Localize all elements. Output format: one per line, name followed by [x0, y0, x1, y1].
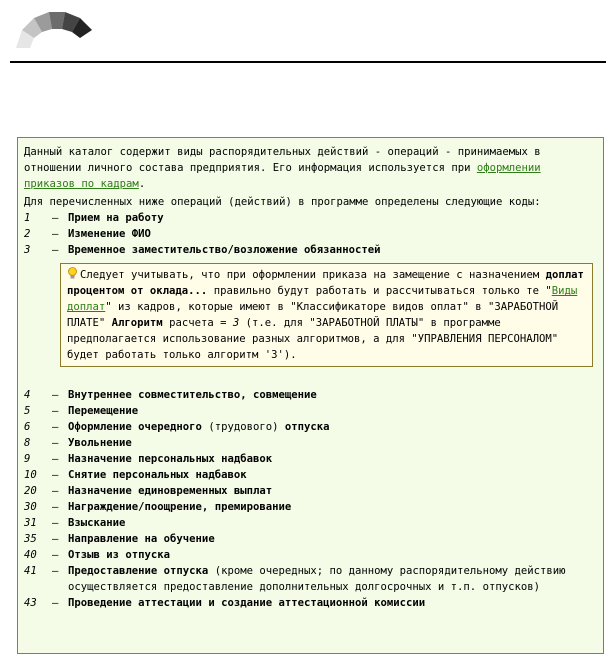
note-box: Следует учитывать, что при оформлении приказа на замещение с назначением доплат процентом от оклада... правильно будут работать и рассчитываться только те "Виды доплат" из кадров, которые имеют в "Классификаторе видов оплат" в "ЗАРАБОТНОЙ ПЛАТЕ" Алгоритм расчета = 3 (т.е. для "ЗАРАБОТНОЙ ПЛАТЫ" в программе предполагается использование разных алгоритмов, а для "УПРАВЛЕНИЯ ПЕРСОНАЛОМ" будет работать только алгоритм '3').: [60, 263, 593, 367]
list-item: 35 – Направление на обучение: [24, 533, 215, 545]
list-item: 10 – Снятие персональных надбавок: [24, 469, 247, 481]
list-item: 3 – Временное заместительство/возложение обязанностей: [24, 244, 381, 256]
orders-link[interactable]: оформлении приказов по кадрам: [24, 162, 541, 190]
codes-intro: Для перечисленных ниже операций (действий) в программе определены следующие коды:: [24, 196, 541, 208]
list-item: 9 – Назначение персональных надбавок: [24, 453, 273, 465]
list-item: 30 – Награждение/поощрение, премирование: [24, 501, 292, 513]
lightbulb-icon: [67, 267, 78, 280]
list-item: 41 – Предоставление отпуска (кроме очередных; по данному распорядительному действию осуществляется предоставление дополнительных долгосрочных и т.п. отпусков): [24, 565, 566, 593]
list-item: 31 – Взыскание: [24, 517, 126, 529]
header-divider: [10, 61, 606, 63]
list-item: 4 – Внутреннее совместительство, совмещение: [24, 389, 317, 401]
intro-paragraph: Данный каталог содержит виды распорядительных действий - операций - принимаемых в отношении личного состава предприятия. Его информация используется при оформлении приказов по кадрам.: [24, 146, 541, 190]
list-item: 8 – Увольнение: [24, 437, 132, 449]
list-item: 6 – Оформление очередного (трудового) отпуска: [24, 421, 330, 433]
list-item: 5 – Перемещение: [24, 405, 139, 417]
list-item: 43 – Проведение аттестации и создание аттестационной комиссии: [24, 597, 426, 609]
codes-list-top: [24, 210, 597, 258]
content-panel: [17, 137, 604, 654]
list-item: 1 – Прием на работу: [24, 212, 164, 224]
bonus-types-link[interactable]: Виды доплат: [67, 285, 578, 313]
list-item: 20 – Назначение единовременных выплат: [24, 485, 273, 497]
list-item: 2 – Изменение ФИО: [24, 228, 151, 240]
codes-list-bottom: [24, 387, 597, 611]
logo: [12, 8, 100, 54]
list-item: 40 – Отзыв из отпуска: [24, 549, 171, 561]
